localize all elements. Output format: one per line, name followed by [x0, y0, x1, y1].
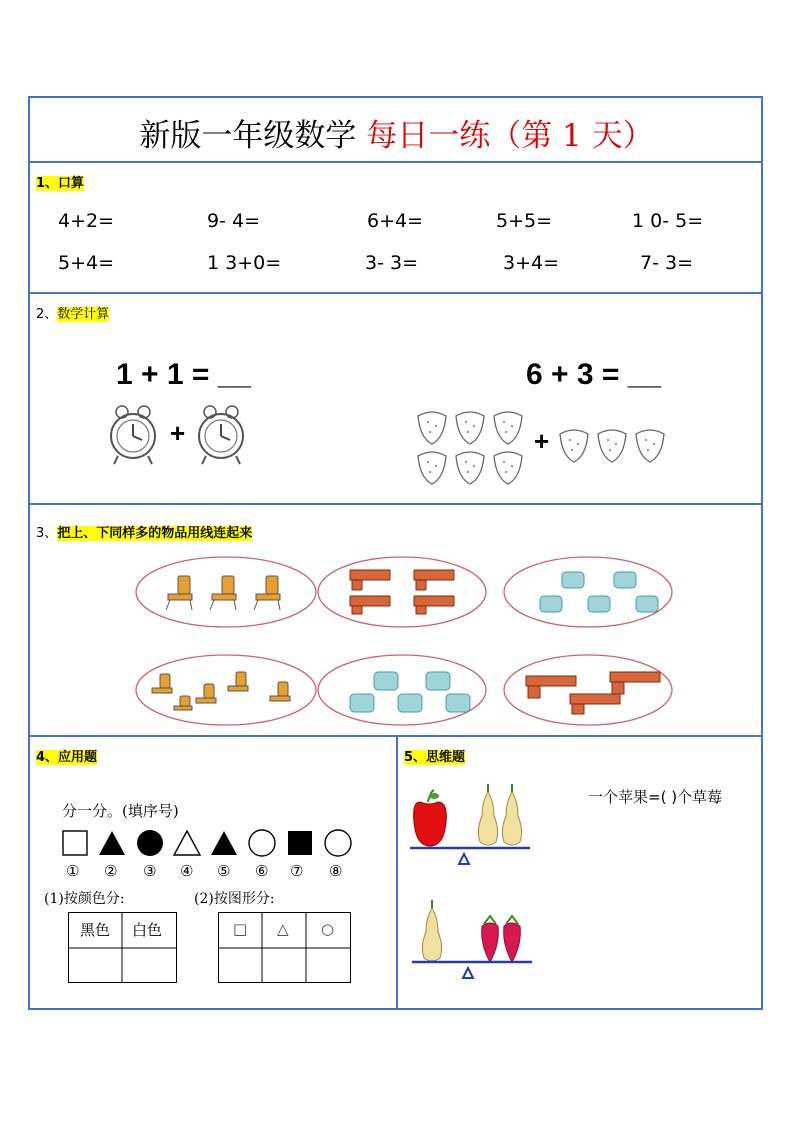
shape-3: [137, 830, 163, 856]
section2-label: 2、数学计算: [36, 307, 110, 322]
number-label: ②: [104, 862, 118, 880]
shape-7: [288, 831, 312, 855]
answer-cell-white[interactable]: [124, 950, 176, 982]
desk-icon: [526, 672, 660, 714]
plus-sign: +: [170, 418, 186, 448]
answer-cell-square[interactable]: [220, 950, 262, 982]
number-label: ⑥: [255, 862, 269, 880]
number-label: ⑦: [290, 862, 304, 880]
problem: 5+5=: [496, 210, 553, 232]
number-label: ⑤: [217, 862, 231, 880]
problem: 1 0- 5=: [632, 210, 704, 232]
number-label: ⑧: [329, 862, 343, 880]
shape-4: [174, 831, 200, 855]
sort-by-color-label: (1)按颜色分:: [44, 891, 125, 907]
shape-1: [63, 831, 87, 855]
title-sub: 每日一练（第 1 天）: [366, 118, 654, 154]
desk-icon: [350, 570, 454, 614]
shape-8: [325, 830, 351, 856]
number-label: ④: [180, 862, 194, 880]
problem: 7- 3=: [640, 252, 693, 274]
plus-sign: +: [534, 426, 550, 456]
problem: 1 3+0=: [207, 252, 282, 274]
section5-label: 5、思维题: [404, 750, 466, 765]
strawberry-icon: [482, 923, 499, 962]
apple-icon: [414, 802, 447, 846]
color-header-white: 白色: [132, 921, 163, 939]
circle-header-icon: ○: [321, 920, 335, 938]
problem: 4+2=: [58, 210, 115, 232]
problem: 5+4=: [58, 252, 115, 274]
triangle-header-icon: △: [277, 920, 289, 938]
balance-pear-strawberries: [410, 900, 534, 984]
equation-2: 6 + 3 = __: [526, 358, 662, 391]
balance-apple-pears: [408, 782, 532, 872]
sort-instruction: 分一分。(填序号): [62, 802, 179, 820]
chair-icon: [166, 576, 280, 610]
sort-by-shape-label: (2)按图形分:: [194, 891, 275, 907]
answer-cell-circle[interactable]: [308, 950, 350, 982]
watering-can-icon: [540, 572, 658, 612]
problem: 3+4=: [503, 252, 560, 274]
section3-label: 3、把上、下同样多的物品用线连起来: [36, 526, 253, 541]
question-text: 一个苹果=( )个草莓: [588, 788, 723, 806]
pear-icon: [478, 792, 497, 845]
answer-cell-black[interactable]: [70, 950, 122, 982]
square-header-icon: □: [233, 920, 248, 938]
number-label: ①: [66, 862, 80, 880]
title-main: 新版一年级数学: [139, 118, 357, 154]
watering-can-icon: [350, 672, 470, 712]
section4-label: 4、应用题: [36, 750, 98, 765]
equation-1: 1 + 1 = __: [116, 358, 252, 391]
number-label: ③: [143, 862, 157, 880]
problem: 6+4=: [367, 210, 424, 232]
answer-cell-triangle[interactable]: [264, 950, 306, 982]
section1-label: 1、口算: [36, 176, 85, 191]
strawberry-icon: [504, 923, 521, 962]
color-header-black: 黑色: [80, 921, 111, 939]
shape-2: [99, 831, 125, 855]
problem: 9- 4=: [207, 210, 260, 232]
shape-row: [60, 828, 360, 860]
pear-icon: [502, 792, 521, 845]
chair-icon: [152, 672, 290, 710]
problem: 3- 3=: [365, 252, 418, 274]
shape-5: [211, 831, 237, 855]
shape-6: [249, 830, 275, 856]
pear-icon: [422, 908, 441, 961]
